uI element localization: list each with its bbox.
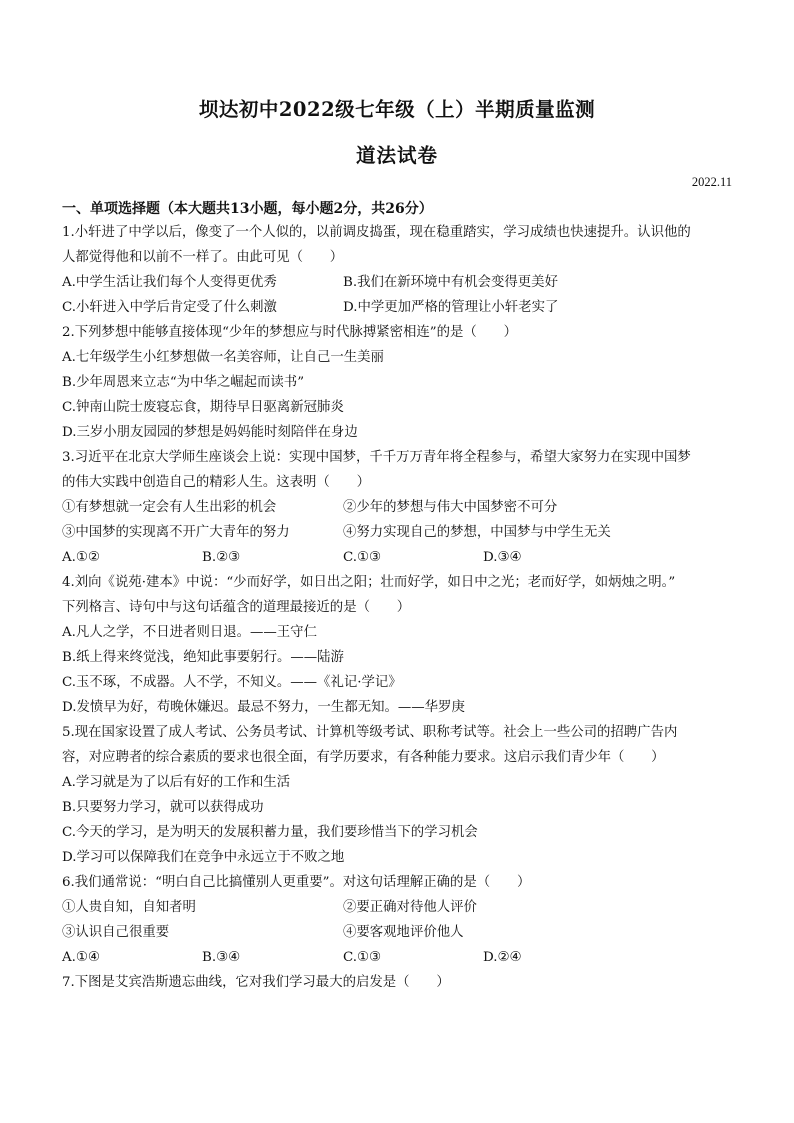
question-3-item-3: ③中国梦的实现离不开广大青年的努力 [62,525,290,540]
question-1-option-a: A.中学生活让我们每个人变得更优秀 [62,275,277,290]
question-3-stem-line-1: 3.习近平在北京大学师生座谈会上说：实现中国梦，千千万万青年将全程参与，希望大家努力在实现中国梦 [62,450,691,465]
question-7-stem: 7.下图是艾宾浩斯遗忘曲线，它对我们学习最大的启发是（ ） [62,975,450,990]
exam-subject: 道法试卷 [355,144,438,167]
question-5-option-d: D.学习可以保障我们在竞争中永远立于不败之地 [62,850,345,865]
question-5-option-a: A.学习就是为了以后有好的工作和生活 [62,775,291,790]
question-6-option-a: A.①④ [62,950,100,965]
question-2-option-d: D.三岁小朋友园园的梦想是妈妈能时刻陪伴在身边 [62,425,358,440]
question-3-option-d: D.③④ [483,550,522,565]
question-4-stem-line-2: 下列格言、诗句中与这句话蕴含的道理最接近的是（ ） [62,600,411,615]
question-2-stem: 2.下列梦想中能够直接体现“少年的梦想应与时代脉搏紧密相连”的是（ ） [62,325,517,340]
question-3-item-4: ④努力实现自己的梦想，中国梦与中学生无关 [343,525,611,540]
question-6-option-b: B.③④ [202,950,241,965]
question-1-option-d: D.中学更加严格的管理让小轩老实了 [343,300,559,315]
question-6-item-1: ①人贵自知，自知者明 [62,900,196,915]
question-4-stem-line-1: 4.刘向《说苑·建本》中说：“少而好学，如日出之阳；壮而好学，如日中之光；老而好学，如炳烛之明。” [62,575,676,590]
question-4-option-c: C.玉不琢，不成器。人不学，不知义。——《礼记·学记》 [62,675,402,690]
question-3-stem-line-2: 的伟大实践中创造自己的精彩人生。这表明（ ） [62,475,370,490]
question-5-stem-line-2: 容，对应聘者的综合素质的要求也很全面，有学历要求，有各种能力要求。这启示我们青少年（ ） [62,750,665,765]
question-3-option-b: B.②③ [202,550,241,565]
question-6-option-d: D.②④ [483,950,522,965]
question-2-option-a: A.七年级学生小红梦想做一名美容师，让自己一生美丽 [62,350,384,365]
question-6-item-2: ②要正确对待他人评价 [343,900,477,915]
question-1-option-b: B.我们在新环境中有机会变得更美好 [343,275,558,290]
question-2-option-c: C.钟南山院士废寝忘食，期待早日驱离新冠肺炎 [62,400,344,415]
question-5-stem-line-1: 5.现在国家设置了成人考试、公务员考试、计算机等级考试、职称考试等。社会上一些公司的招聘广告内 [62,725,678,740]
exam-title: 坝达初中2022级七年级（上）半期质量监测 [198,98,596,121]
question-5-option-b: B.只要努力学习，就可以获得成功 [62,800,264,815]
question-1-stem-line-1: 1.小轩进了中学以后，像变了一个人似的，以前调皮捣蛋，现在稳重踏实，学习成绩也快速提升。认识他的 [62,225,691,240]
question-3-item-2: ②少年的梦想与伟大中国梦密不可分 [343,500,558,515]
question-4-option-d: D.发愤早为好，苟晚休嫌迟。最忌不努力，一生都无知。——华罗庚 [62,700,465,715]
question-4-option-a: A.凡人之学，不日进者则日退。——王守仁 [62,625,317,640]
question-2-option-b: B.少年周恩来立志“为中华之崛起而读书” [62,375,305,390]
question-1-stem-line-2: 人都觉得他和以前不一样了。由此可见（ ） [62,250,344,265]
question-6-option-c: C.①③ [343,950,382,965]
question-3-item-1: ①有梦想就一定会有人生出彩的机会 [62,500,277,515]
question-4-option-b: B.纸上得来终觉浅，绝知此事要躬行。——陆游 [62,650,344,665]
section-heading: 一、单项选择题（本大题共13小题，每小题2分，共26分） [62,201,433,217]
question-6-item-3: ③认识自己很重要 [62,925,170,940]
question-6-stem: 6.我们通常说：“明白自己比搞懂别人更重要”。对这句话理解正确的是（ ） [62,875,531,890]
question-3-option-a: A.①② [62,550,100,565]
question-6-item-4: ④要客观地评价他人 [343,925,464,940]
exam-date: 2022.11 [691,175,732,189]
question-1-option-c: C.小轩进入中学后肯定受了什么刺激 [62,300,277,315]
question-3-option-c: C.①③ [343,550,382,565]
question-5-option-c: C.今天的学习，是为明天的发展积蓄力量，我们要珍惜当下的学习机会 [62,825,478,840]
